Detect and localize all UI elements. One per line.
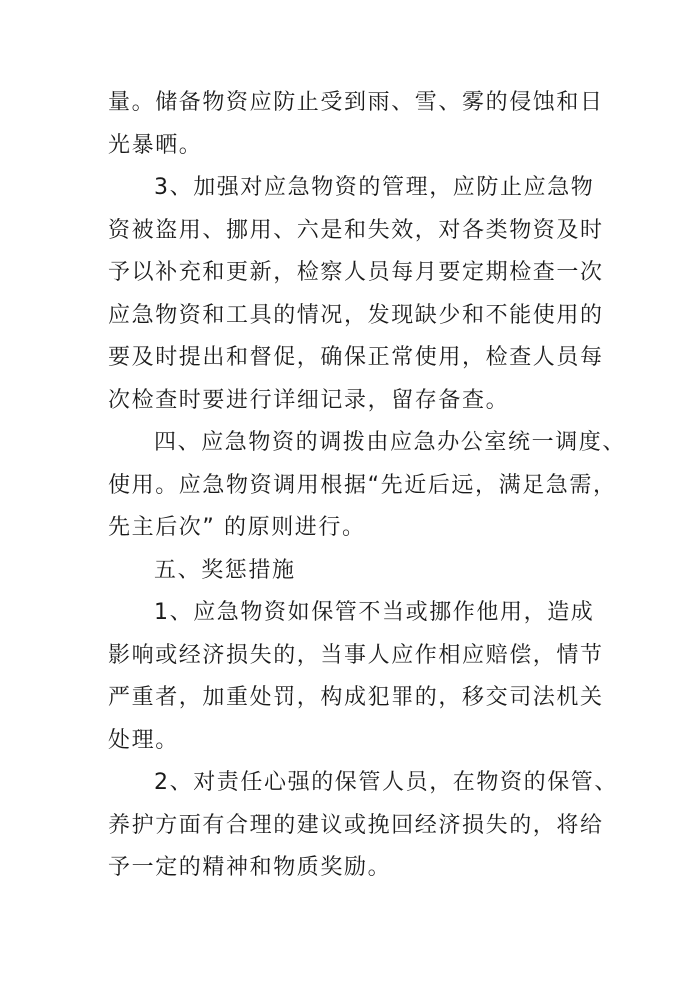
text-line: 予一定的精神和物质奖励。 [108,855,392,880]
text-line: 予以补充和更新，检察人员每月要定期检查一次 [108,260,604,285]
text-line: 应急物资和工具的情况，发现缺少和不能使用的 [108,302,604,328]
document-body [108,82,627,890]
paragraph-start-line: 1、应急物资如保管不当或挪作他用，造成 [154,600,595,625]
text-line: 光暴晒。 [108,132,203,158]
text-line: 影响或经济损失的，当事人应作相应赔偿，情节 [108,642,604,668]
paragraph-start-line: 2、对责任心强的保管人员，在物资的保管、 [154,770,618,795]
text-line: 资被盗用、挪用、六是和失效，对各类物资及时 [108,217,604,243]
text-line: 养护方面有合理的建议或挽回经济损失的，将给 [108,812,604,838]
paragraph-start-line: 四、应急物资的调拨由应急办公室统一调度、 [154,430,627,455]
text-line: 处理。 [108,727,179,753]
text-line: 严重者，加重处罚，构成犯罪的，移交司法机关 [108,685,604,710]
text-line: 先主后次” 的原则进行。 [108,515,366,540]
text-line: 要及时提出和督促，确保正常使用，检查人员每 [108,345,604,370]
text-line: 使用。应急物资调用根据“先近后远，满足急需， [108,472,617,498]
paragraph-start-line: 3、加强对应急物资的管理，应防止应急物 [154,175,595,200]
section-heading: 五、奖惩措施 [154,557,296,583]
text-line: 量。储备物资应防止受到雨、雪、雾的侵蚀和日 [108,90,604,115]
text-line: 次检查时要进行详细记录，留存备查。 [108,387,510,413]
